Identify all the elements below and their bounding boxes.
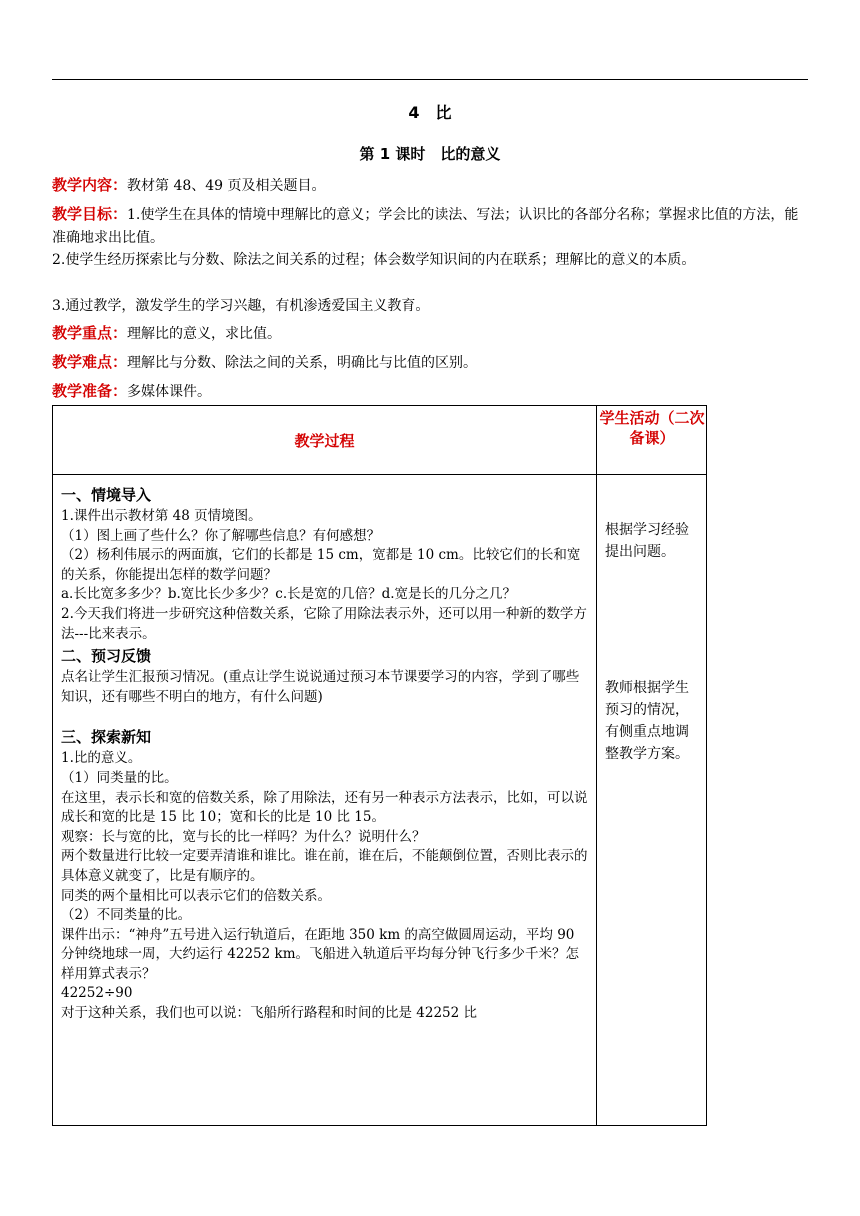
meta-text: 理解比的意义，求比值。 — [127, 326, 282, 342]
meta-label: 教学目标： — [52, 205, 128, 223]
meta-difficulty — [52, 351, 812, 375]
process-content — [61, 483, 589, 1024]
meta-label: 教学准备： — [52, 382, 128, 400]
paragraph: （1）图上画了些什么？你了解哪些信息？有何感想？ — [61, 527, 381, 544]
lesson-title: 4 比 — [408, 103, 452, 122]
header-divider — [53, 474, 706, 475]
meta-text: 教材第 48、49 页及相关题目。 — [127, 178, 326, 194]
paragraph: 两个数量进行比较一定要弄清谁和谁比。谁在前，谁在后，不能颠倒位置，否则比表示的具体意义就变了，比是有顺序的。 — [61, 848, 588, 884]
meta-goal-2 — [52, 249, 812, 272]
header-rule — [52, 79, 808, 80]
lesson-subtitle: 第 1 课时 比的意义 — [359, 145, 501, 163]
paragraph: 1.比的意义。 — [61, 750, 142, 767]
column-divider — [596, 406, 597, 1125]
paragraph: 1.课件出示教材第 48 页情境图。 — [61, 508, 262, 524]
meta-label: 教学重点： — [52, 324, 128, 342]
paragraph: 点名让学生汇报预习情况。(重点让学生说说通过预习本节课要学习的内容，学到了哪些知识，还有哪些不明白的地方，有什么问题) — [61, 669, 580, 705]
spacer — [61, 707, 589, 725]
section-heading: 二、预习反馈 — [61, 647, 152, 666]
paragraph: 42252÷90 — [61, 985, 133, 1002]
paragraph: 课件出示：“神舟”五号进入运行轨道后，在距地 350 km 的高空做圆周运动，平均 90 分钟绕地球一周，大约运行 42252 km。飞船进入轨道后平均每分钟飞行多少千米？怎样用算式表示？ — [61, 926, 580, 982]
paragraph: （2）杨利伟展示的两面旗，它们的长都是 15 cm，宽都是 10 cm。比较它们的长和宽的关系，你能提出怎样的数学问题？ — [61, 547, 581, 583]
meta-text: 理解比与分数、除法之间的关系，明确比与比值的区别。 — [127, 355, 478, 371]
activity-note: 根据学习经验提出问题。 — [605, 522, 689, 560]
meta-content — [52, 174, 812, 198]
meta-label: 教学难点： — [52, 353, 128, 371]
paragraph: 观察：长与宽的比，宽与长的比一样吗？为什么？说明什么？ — [61, 828, 426, 845]
meta-preparation — [52, 380, 812, 404]
paragraph: （2）不同类量的比。 — [61, 907, 192, 924]
paragraph: （1）同类量的比。 — [61, 769, 178, 786]
activity-header: 学生活动（二次备课） — [599, 409, 705, 447]
meta-goal-3 — [52, 295, 812, 318]
meta-goals — [52, 203, 812, 250]
meta-text: 1.使学生在具体的情境中理解比的意义；学会比的读法、写法；认识比的各部分名称；掌握求比值的方法，能准确地求出比值。 — [52, 207, 799, 246]
paragraph: 对于这种关系，我们也可以说：飞船所行路程和时间的比是 42252 比 — [61, 1005, 478, 1022]
paragraph: a.长比宽多多少？b.宽比长少多少？c.长是宽的几倍？d.宽是长的几分之几？ — [61, 586, 517, 603]
meta-text: 2.使学生经历探索比与分数、除法之间关系的过程；体会数学知识间的内在联系；理解比的意义的本质。 — [52, 252, 696, 268]
meta-text: 3.通过教学，激发学生的学习兴趣，有机渗透爱国主义教育。 — [52, 298, 430, 314]
paragraph: 同类的两个量相比可以表示它们的倍数关系。 — [61, 887, 331, 904]
lesson-table — [52, 405, 707, 1126]
meta-key-point — [52, 322, 812, 346]
activity-note: 教师根据学生预习的情况，有侧重点地调整教学方案。 — [605, 680, 689, 762]
process-header: 教学过程 — [294, 431, 355, 450]
section-heading: 一、情境导入 — [61, 486, 152, 504]
meta-text: 多媒体课件。 — [127, 384, 212, 400]
paragraph: 在这里，表示长和宽的倍数关系，除了用除法，还有另一种表示方法表示，比如，可以说成长和宽的比是 15 比 10；宽和长的比是 10 比 15。 — [61, 789, 588, 826]
section-heading: 三、探索新知 — [61, 728, 152, 747]
paragraph: 2.今天我们将进一步研究这种倍数关系，它除了用除法表示外，还可以用一种新的数学方法---比来表示。 — [61, 605, 587, 642]
meta-label: 教学内容： — [52, 176, 128, 194]
